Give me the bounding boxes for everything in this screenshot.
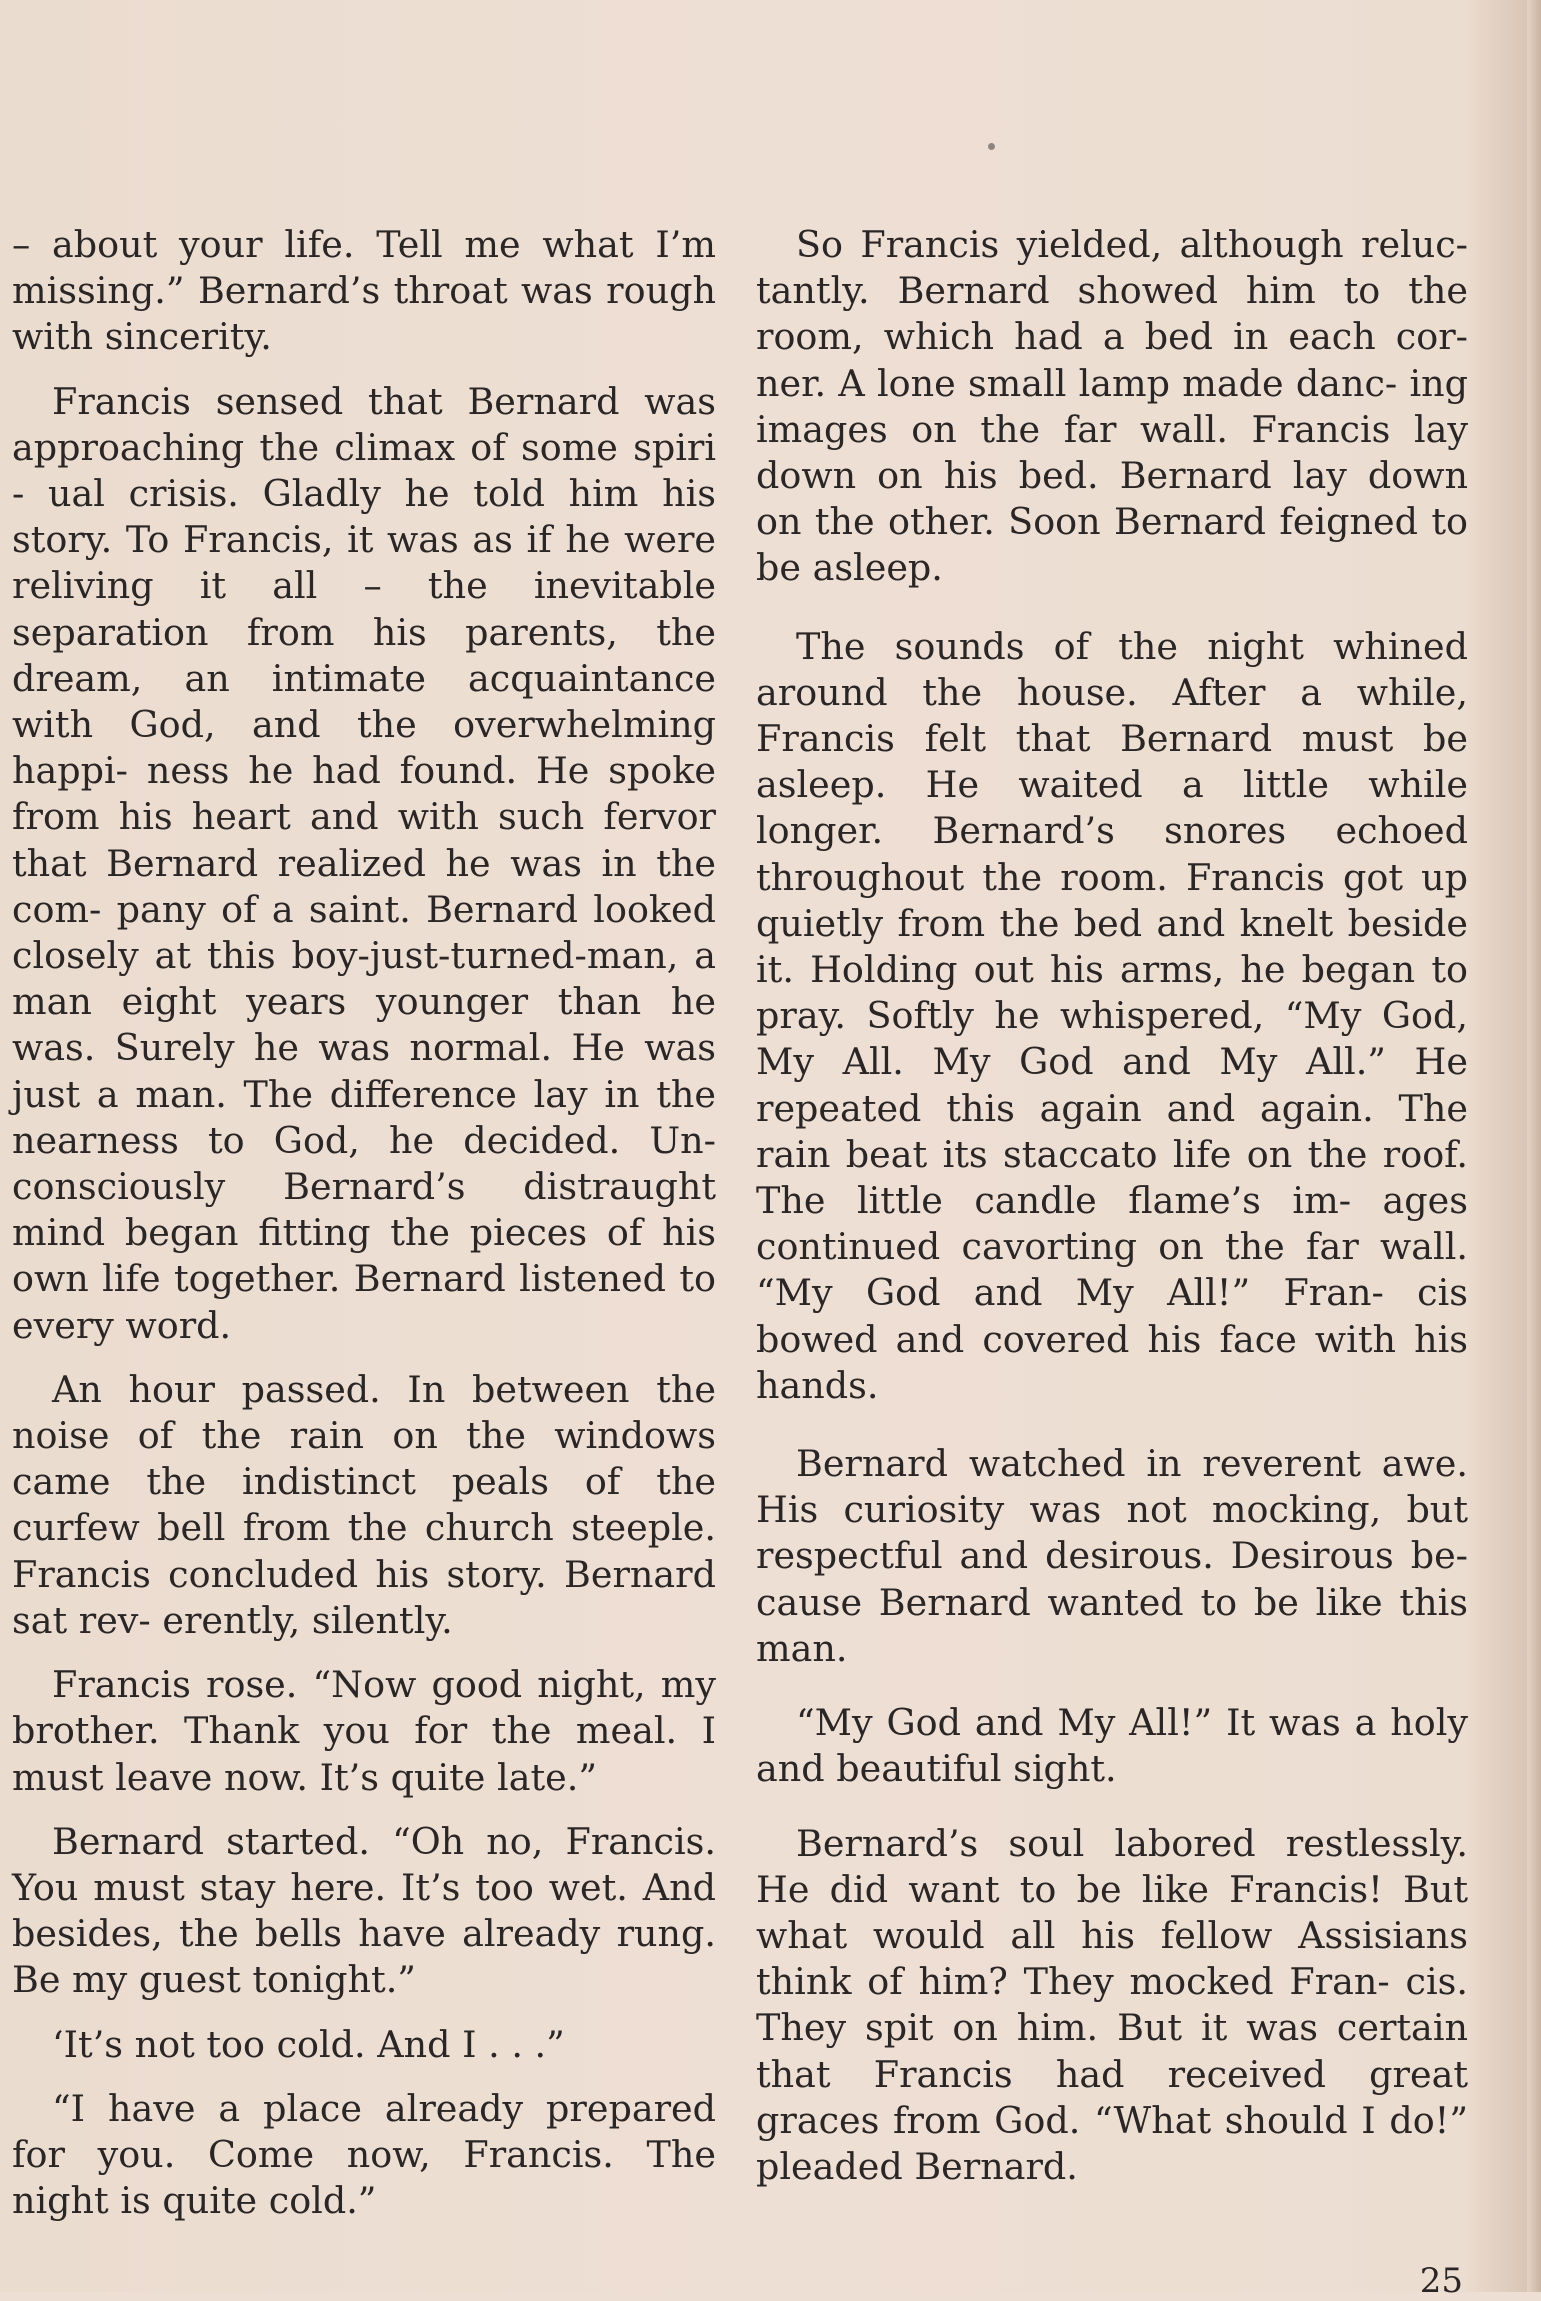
paragraph: So Francis yielded, although reluc- tantly. Bernard showed him to the room, which had a bed in each cor- ner. A lone small lamp made danc- ing images on the far wall. Francis lay down on his bed. Bernard lay down on the other. Soon Bernard feigned to be asleep. <box>756 223 1468 590</box>
paragraph: ‘It’s not too cold. And I . . .” <box>52 2022 565 2066</box>
paragraph: An hour passed. In between the noise of the rain on the windows came the indistinct peals of the curfew bell from the church steeple. Francis concluded his story. Bernard sat rev- erently, silently. <box>12 1367 716 1642</box>
page-edge-shadow <box>1527 0 1541 2292</box>
paragraph: The sounds of the night whined around the house. After a while, Francis felt that Bernard must be asleep. He waited a little while longer. Bernard’s snores echoed throughout the room. Francis got up quietly from the bed and knelt beside it. Holding out his arms, he began to pray. Softly he whispered, “My God, My All. My God and My All.” He repeated this again and again. The rain beat its staccato life on the roof. The little candle flame’s im- ages continued cavorting on the far wall. “My God and My All!” Fran- cis bowed and covered his face with his hands. <box>756 624 1468 1407</box>
paragraph: Bernard watched in reverent awe. His curiosity was not mocking, but respectful and desirous. Desirous be- cause Bernard wanted to be like this man. <box>756 1442 1468 1670</box>
page-number: 25 <box>1419 2261 1463 2301</box>
print-speck <box>988 143 995 150</box>
paragraph: Bernard started. “Oh no, Francis. You must stay here. It’s too wet. And besides, the bells have already rung. Be my guest tonight.” <box>12 1819 716 2002</box>
paragraph: Francis rose. “Now good night, my brother. Thank you for the meal. I must leave now. It’s quite late.” <box>12 1663 716 1799</box>
paragraph: Bernard’s soul labored restlessly. He did want to be like Francis! But what would all his fellow Assisians think of him? They mocked Fran- cis. They spit on him. But it was certain that Francis had received great graces from God. “What should I do!” pleaded Bernard. <box>756 1821 1468 2188</box>
paragraph: Francis sensed that Bernard was approaching the climax of some spiri - ual crisis. Gladly he told him his story. To Francis, it was as if he were reliving it all – the inevitable separation from his parents, the dream, an intimate acquaintance with God, and the overwhelming happi- ness he had found. He spoke from his heart and with such fervor that Bernard realized he was in the com- pany of a saint. Bernard looked closely at this boy-just-turned-man, a man eight years younger than he was. Surely he was normal. He was just a man. The difference lay in the nearness to God, he decided. Un- consciously Bernard’s distraught mind began fitting the pieces of his own life together. Bernard listened to every word. <box>12 379 716 1347</box>
paragraph: “My God and My All!” It was a holy and beautiful sight. <box>756 1701 1468 1791</box>
right-text-column <box>756 222 1468 2190</box>
paragraph: “I have a place already prepared for you. Come now, Francis. The night is quite cold.” <box>12 2086 716 2223</box>
left-text-column <box>12 222 716 2224</box>
paragraph: – about your life. Tell me what I’m missing.” Bernard’s throat was rough with sincerity. <box>12 223 716 359</box>
